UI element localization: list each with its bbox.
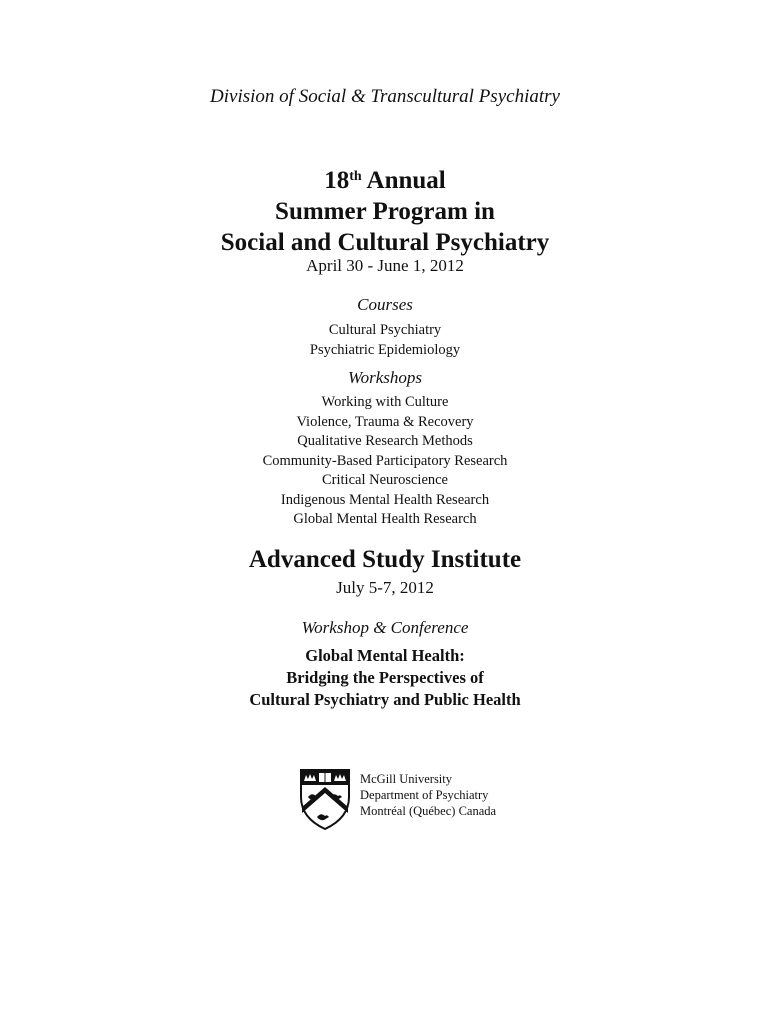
institute-title: Advanced Study Institute [248, 546, 522, 573]
institute-dates: July 5-7, 2012 [336, 578, 434, 597]
courses-heading: Courses [357, 295, 413, 314]
conference-title [0, 645, 770, 711]
program-title-line1 [0, 165, 770, 196]
workshops-heading: Workshops [348, 368, 422, 387]
conference-title-line1: Global Mental Health: [305, 646, 465, 665]
workshop-item: Working with Culture [321, 394, 449, 410]
title-annual: Annual [361, 167, 446, 194]
workshop-item: Qualitative Research Methods [297, 433, 473, 449]
workshop-item: Violence, Trauma & Recovery [296, 413, 474, 430]
workshops-list [0, 393, 770, 530]
program-dates: April 30 - June 1, 2012 [306, 256, 464, 275]
workshop-conference-heading: Workshop & Conference [301, 618, 469, 637]
conference-title-line2: Bridging the Perspectives of [286, 668, 484, 687]
program-title-line3: Social and Cultural Psychiatry [220, 229, 550, 256]
workshop-item: Indigenous Mental Health Research [280, 491, 490, 508]
course-item: Psychiatric Epidemiology [309, 341, 461, 358]
university-name: McGill University [360, 772, 453, 786]
conference-title-line3: Cultural Psychiatry and Public Health [249, 690, 521, 709]
workshop-item: Community-Based Participatory Research [262, 452, 508, 469]
workshop-item: Critical Neuroscience [321, 472, 448, 488]
course-item: Cultural Psychiatry [328, 322, 442, 338]
ordinal-suffix: th [349, 169, 362, 184]
university-address [360, 771, 496, 819]
mcgill-crest-icon [298, 767, 352, 831]
department-name: Department of Psychiatry [360, 788, 489, 802]
ordinal-number: 18 [324, 167, 350, 194]
program-title [0, 165, 770, 258]
location-name: Montréal (Québec) Canada [360, 804, 497, 818]
division-heading: Division of Social & Transcultural Psychiatry [210, 86, 560, 107]
courses-list [0, 321, 770, 360]
workshop-item: Global Mental Health Research [293, 511, 477, 527]
footer-block [298, 767, 558, 837]
program-title-line2: Summer Program in [275, 198, 495, 225]
